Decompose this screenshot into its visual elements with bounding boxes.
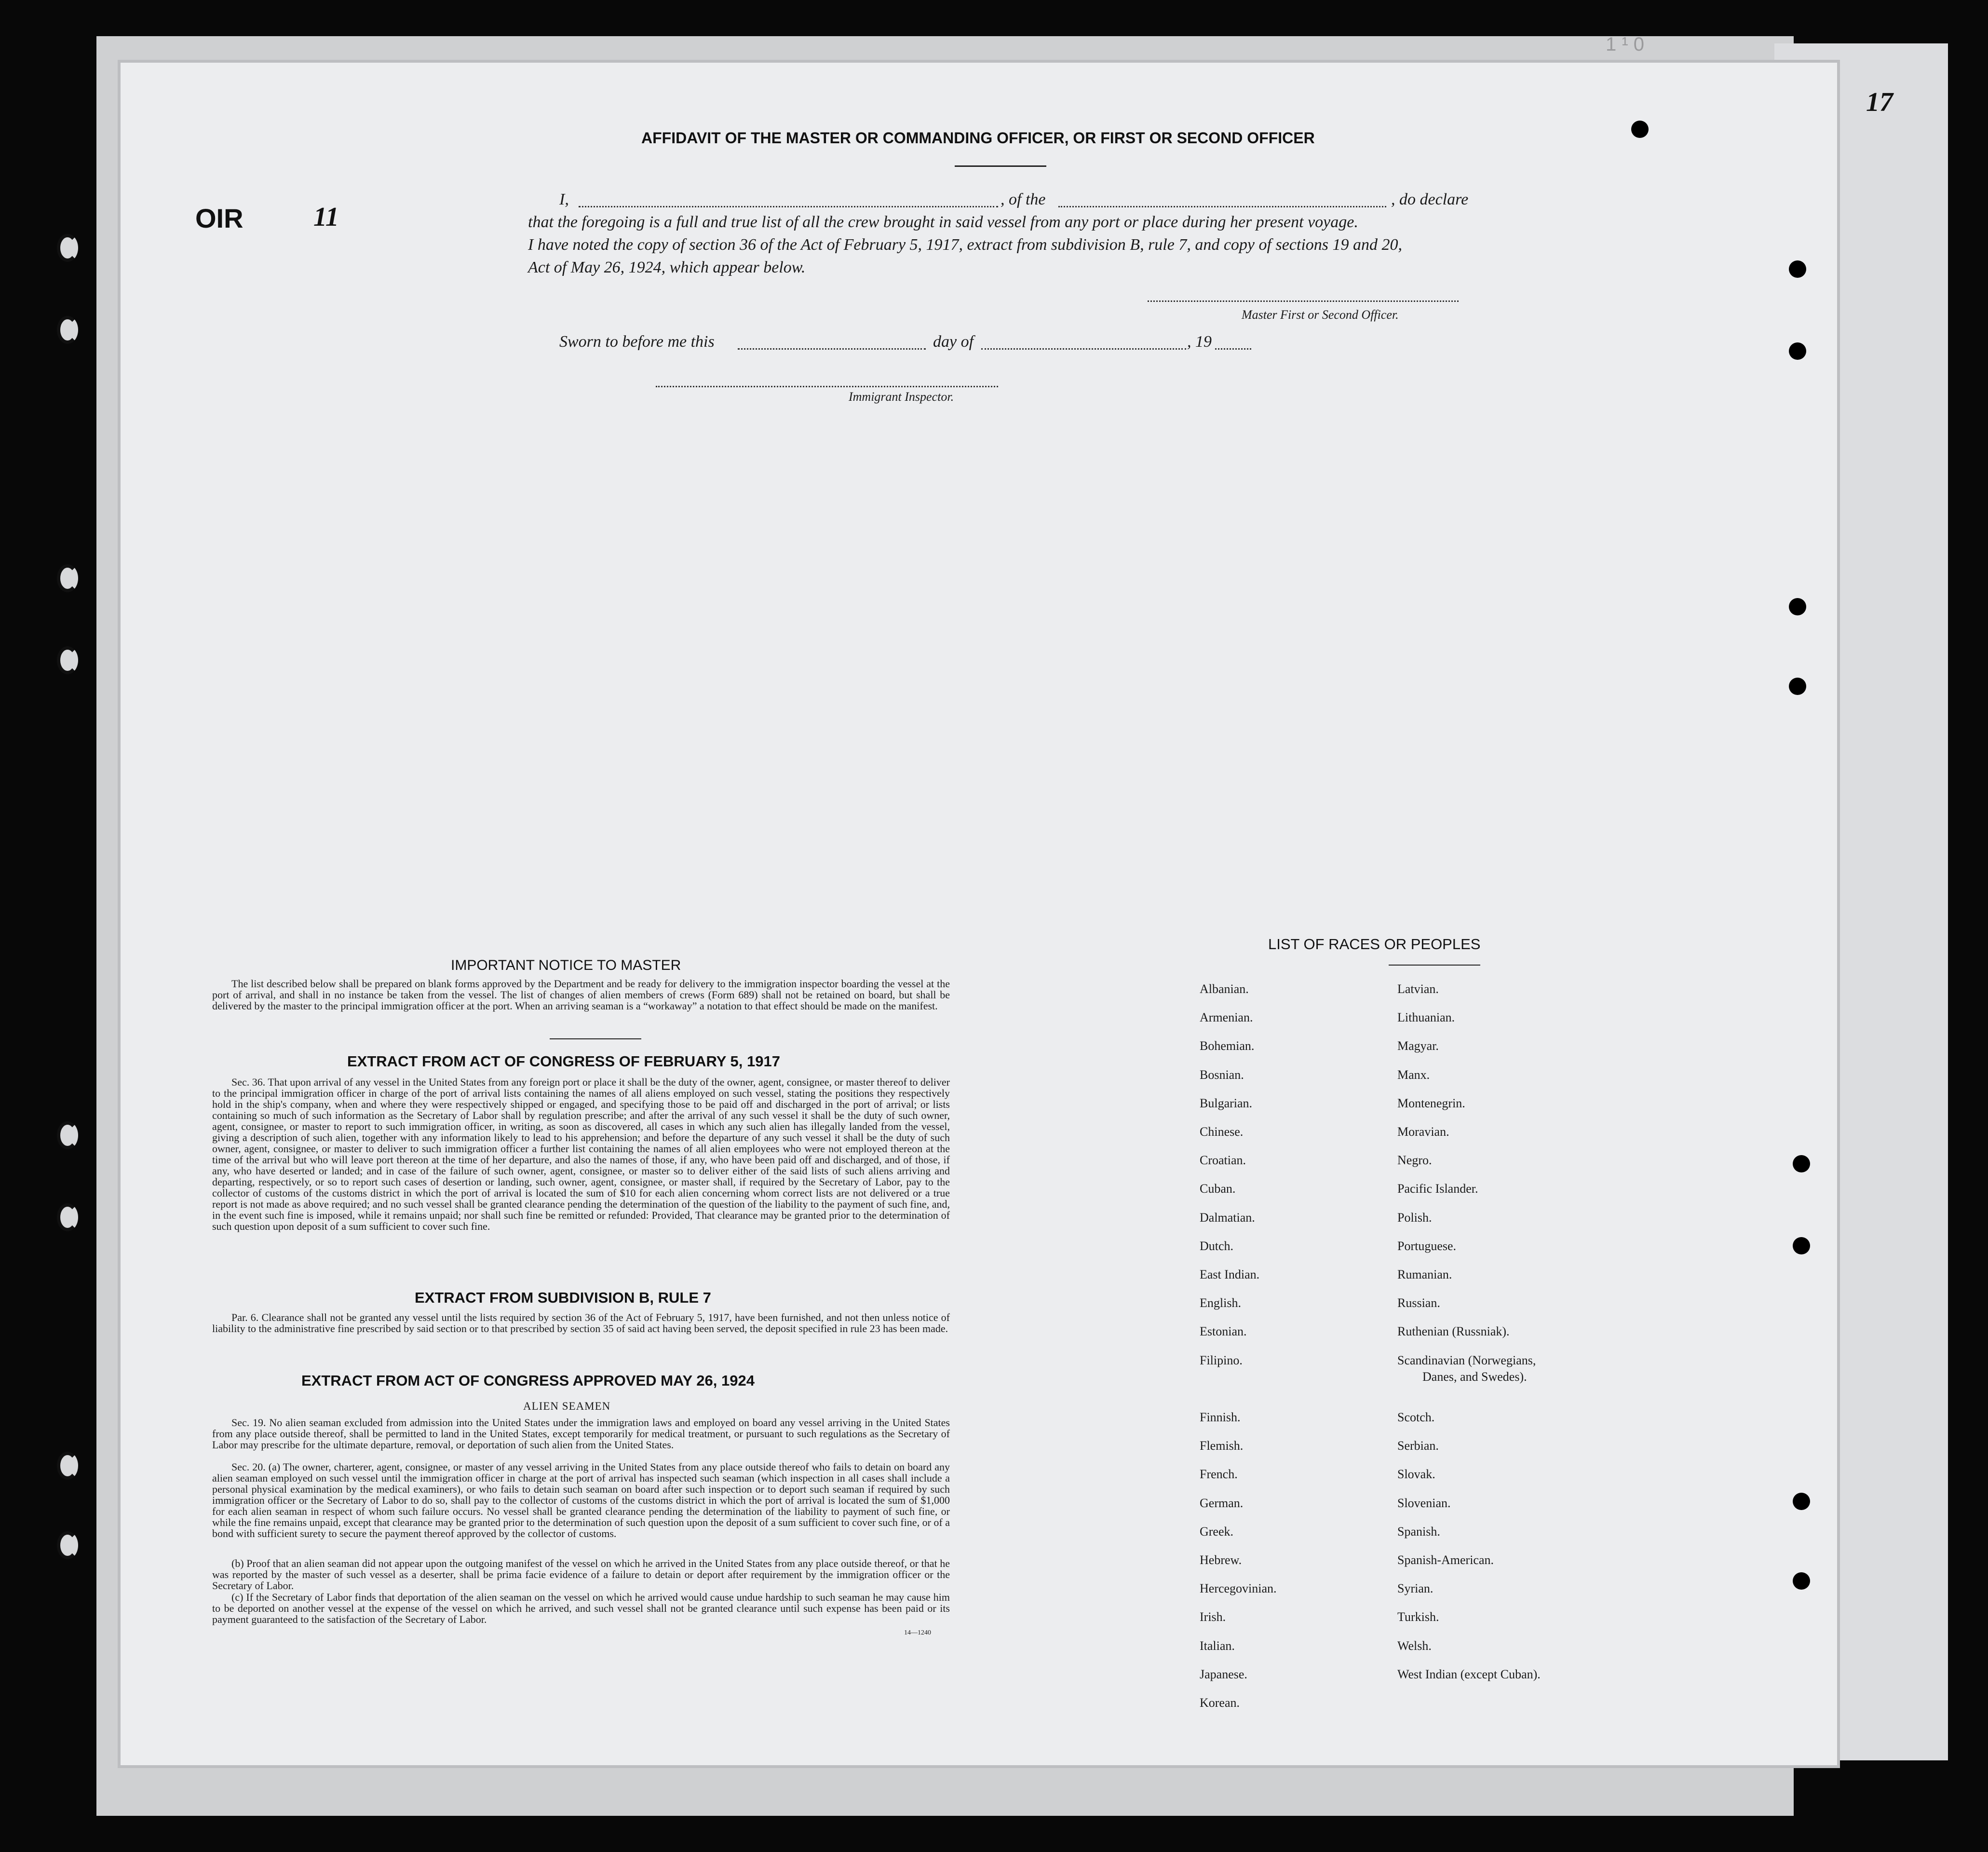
punch-hole-icon bbox=[1789, 598, 1806, 615]
form-number: 14—1240 bbox=[904, 1629, 931, 1636]
margin-mark: OIR bbox=[195, 203, 243, 233]
master-signature-field[interactable] bbox=[1148, 300, 1459, 302]
notice-title: IMPORTANT NOTICE TO MASTER bbox=[451, 957, 681, 973]
race-item: Polish. bbox=[1397, 1210, 1432, 1225]
affidavit-line: that the foregoing is a full and true list of all the crew brought in said vessel from any port or place during her present voyage. bbox=[528, 213, 1358, 231]
race-item: Irish. bbox=[1200, 1610, 1226, 1624]
race-item: Ruthenian (Russniak). bbox=[1397, 1324, 1510, 1339]
divider bbox=[1389, 965, 1480, 966]
race-item: Spanish. bbox=[1397, 1524, 1440, 1539]
race-item: Chinese. bbox=[1200, 1125, 1244, 1139]
race-item: Hebrew. bbox=[1200, 1553, 1242, 1567]
master-signature-label: Master First or Second Officer. bbox=[1242, 308, 1399, 322]
race-item: East Indian. bbox=[1200, 1267, 1260, 1281]
inspector-signature-field[interactable] bbox=[656, 386, 998, 387]
page-number: 17 bbox=[1866, 87, 1893, 117]
race-item: Pacific Islander. bbox=[1397, 1182, 1478, 1196]
punch-hole-icon bbox=[57, 316, 78, 344]
extract-1917-body: Sec. 36. That upon arrival of any vessel in the United States from any foreign port or place it shall be the duty of the owner, agent, consignee, or master thereof to deliver to the principal immigration officer in charge of the port of arrival lists containing the names of all aliens employed on such vessel, stating the positions they respectively hold in the ship's company, when and where they were respectively shipped or engaged, and specifying those to be paid off and discharged in the port of arrival; or lists containing so much of such information as the Secretary of Labor shall by regulation prescribe; and after the arrival of any such vessel it shall be the duty of such owner, agent, consignee, or master to report to such immigration officer, in writing, as soon as discovered, all cases in which any such alien has illegally landed from the vessel, giving a description of such alien, together with any information likely to lead to his apprehension; and before the departure of any such vessel it shall be the duty of such owner, agent, consignee, or master to deliver to such immigration officer a further list containing the names of all alien employees who were not employed thereon at the time of the arrival but who will leave port thereon at the time of her departure, and also the names of those, if any, who have been paid off and discharged, and of those, if any, who have deserted or landed; and in case of the failure of such owner, agent, consignee, or master so to deliver either of the said lists of such aliens arriving and departing, respectively, or so to report such cases of desertion or landing, such owner, agent, consignee, or master shall, if required by the Secretary of Labor, pay to the collector of customs of the customs district in which the port of arrival is located the sum of $10 for each alien concerning whom correct lists are not delivered or a true report is not made as above required; and no such vessel shall be granted clearance pending the determination of the question of the liability to the payment of such fine, and, in the event such fine is imposed, while it remains unpaid; nor shall such fine be remitted or refunded: Provided, That clearance may be granted prior to the determination of such question upon deposit of a sum sufficient to cover such fine. bbox=[212, 1076, 950, 1232]
race-item: Scotch. bbox=[1397, 1410, 1435, 1424]
race-item: Estonian. bbox=[1200, 1324, 1247, 1339]
sworn-day-field[interactable] bbox=[738, 348, 926, 350]
punch-hole-icon bbox=[1789, 342, 1806, 360]
race-item: Rumanian. bbox=[1397, 1267, 1452, 1281]
races-list-title: LIST OF RACES OR PEOPLES bbox=[1268, 936, 1481, 953]
divider bbox=[550, 1038, 641, 1039]
extract-rule7-body: Par. 6. Clearance shall not be granted any vessel until the lists required by section 36 of the Act of February 5, 1917, have been furnished, and not then unless notice of liability to the administrative fine prescribed by said section or to that prescribed by section 35 of said act having been served, the deposit specified in rule 23 has been made. bbox=[212, 1311, 950, 1335]
race-item: Danes, and Swedes). bbox=[1422, 1369, 1527, 1384]
notice-body: The list described below shall be prepared on blank forms approved by the Department and be ready for delivery to the immigration inspector boarding the vessel at the port of arrival, and shall in no instance be taken from the vessel. The list of changes of alien members of crews (Form 689) shall not be retained on board, but shall be delivered by the master to the principal immigration officer at the port. When an arriving seaman is a “workaway” a notation to that effect should be made on the manifest. bbox=[212, 978, 950, 1012]
sworn-year-field[interactable] bbox=[1215, 348, 1251, 350]
race-item: Dutch. bbox=[1200, 1239, 1234, 1253]
year-label: , 19 bbox=[1187, 333, 1212, 351]
extract-1924-title: EXTRACT FROM ACT OF CONGRESS APPROVED MAY 26, 1924 bbox=[301, 1372, 755, 1389]
punch-hole-icon bbox=[57, 1531, 78, 1559]
race-item: Croatian. bbox=[1200, 1153, 1246, 1168]
affidavit-title: AFFIDAVIT OF THE MASTER OR COMMANDING OFFICER, OR FIRST OR SECOND OFFICER bbox=[641, 129, 1315, 147]
punch-hole-icon bbox=[1793, 1572, 1810, 1590]
race-item: Welsh. bbox=[1397, 1638, 1432, 1653]
race-item: Japanese. bbox=[1200, 1667, 1247, 1681]
punch-hole-icon bbox=[1789, 260, 1806, 278]
sworn-month-field[interactable] bbox=[981, 348, 1186, 350]
race-item: Turkish. bbox=[1397, 1610, 1439, 1624]
punch-hole-icon bbox=[1631, 121, 1649, 138]
inspector-signature-label: Immigrant Inspector. bbox=[849, 390, 954, 404]
divider bbox=[955, 165, 1046, 167]
affidavit-line: I have noted the copy of section 36 of the Act of February 5, 1917, extract from subdivision B, rule 7, and copy of sections 19 and 20, bbox=[528, 236, 1403, 254]
race-item: Italian. bbox=[1200, 1638, 1235, 1653]
punch-hole-icon bbox=[57, 1121, 78, 1149]
race-item: Bulgarian. bbox=[1200, 1096, 1253, 1110]
race-item: Magyar. bbox=[1397, 1039, 1439, 1053]
punch-hole-icon bbox=[1793, 1493, 1810, 1510]
punch-hole-icon bbox=[57, 1203, 78, 1231]
race-item: Cuban. bbox=[1200, 1182, 1236, 1196]
race-item: West Indian (except Cuban). bbox=[1397, 1667, 1541, 1681]
race-item: Greek. bbox=[1200, 1524, 1234, 1539]
race-item: Slovak. bbox=[1397, 1467, 1435, 1482]
affidavit-i-label: I, bbox=[559, 191, 569, 208]
section-20c-text: (c) If the Secretary of Labor finds that deportation of the alien seaman on the vessel on which he arrived would cause undue hardship to such seaman he may cause him to be deported on another vessel at the expense of the vessel on which he arrived, and such vessel shall not be granted clearance until such expense has been paid or its payment guaranteed to the satisfaction of the Secretary of Labor. bbox=[212, 1591, 950, 1625]
punch-hole-icon bbox=[57, 1452, 78, 1480]
alien-seamen-subtitle: ALIEN SEAMEN bbox=[523, 1400, 611, 1412]
name-field[interactable] bbox=[579, 206, 998, 207]
race-item: Russian. bbox=[1397, 1296, 1440, 1310]
affidavit-of-the-label: , of the bbox=[1001, 191, 1046, 208]
race-item: German. bbox=[1200, 1496, 1244, 1510]
race-item: Scandinavian (Norwegians, bbox=[1397, 1353, 1536, 1367]
race-item: Flemish. bbox=[1200, 1439, 1244, 1453]
sworn-label: Sworn to before me this bbox=[559, 333, 715, 351]
race-item: Spanish-American. bbox=[1397, 1553, 1494, 1567]
affidavit-line: Act of May 26, 1924, which appear below. bbox=[528, 259, 806, 276]
margin-mark: 11 bbox=[313, 202, 339, 232]
race-item: Bosnian. bbox=[1200, 1067, 1244, 1082]
race-item: Montenegrin. bbox=[1397, 1096, 1465, 1110]
race-item: Manx. bbox=[1397, 1067, 1430, 1082]
race-item: Albanian. bbox=[1200, 982, 1249, 996]
punch-hole-icon bbox=[57, 564, 78, 592]
punch-hole-icon bbox=[1793, 1155, 1810, 1172]
race-item: Moravian. bbox=[1397, 1125, 1449, 1139]
affidavit-declare-label: , do declare bbox=[1391, 191, 1469, 208]
punch-hole-icon bbox=[57, 234, 78, 262]
race-item: Dalmatian. bbox=[1200, 1210, 1255, 1225]
punch-hole-icon bbox=[1789, 678, 1806, 695]
section-19-text: Sec. 19. No alien seaman excluded from admission into the United States under the immigration laws and employed on board any vessel arriving in the United States from any place outside thereof, shall be permitted to land in the United States, except temporarily for medical treatment, or pursuant to such regulations as the Secretary of Labor may prescribe for the ultimate departure, removal, or deportation of such alien from the United States. bbox=[212, 1416, 950, 1451]
race-item: Bohemian. bbox=[1200, 1039, 1255, 1053]
race-item: Serbian. bbox=[1397, 1439, 1439, 1453]
vessel-field[interactable] bbox=[1058, 206, 1386, 207]
race-item: English. bbox=[1200, 1296, 1241, 1310]
race-item: Slovenian. bbox=[1397, 1496, 1451, 1510]
race-item: Korean. bbox=[1200, 1696, 1240, 1710]
race-item: Armenian. bbox=[1200, 1010, 1253, 1025]
race-item: Lithuanian. bbox=[1397, 1010, 1455, 1025]
extract-rule7-title: EXTRACT FROM SUBDIVISION B, RULE 7 bbox=[415, 1289, 711, 1306]
race-item: Syrian. bbox=[1397, 1581, 1434, 1596]
race-item: Hercegovinian. bbox=[1200, 1581, 1277, 1596]
extract-1917-title: EXTRACT FROM ACT OF CONGRESS OF FEBRUARY 5, 1917 bbox=[347, 1053, 780, 1070]
punch-hole-icon bbox=[1793, 1237, 1810, 1254]
race-item: French. bbox=[1200, 1467, 1238, 1482]
bleed-through-text: 1 ¹ 0 bbox=[1606, 34, 1645, 55]
race-item: Finnish. bbox=[1200, 1410, 1241, 1424]
race-item: Negro. bbox=[1397, 1153, 1432, 1168]
race-item: Portuguese. bbox=[1397, 1239, 1457, 1253]
section-20a-text: Sec. 20. (a) The owner, charterer, agent, consignee, or master of any vessel arriving in the United States from any place outside thereof who fails to detain on board any alien seaman employed on such vessel until the immigration officer in charge at the port of arrival has inspected such seaman (which inspection in all cases shall include a personal physical examination by the medical examiners), or who fails to detain such seaman on board after such inspection or to deport such seaman if required by such immigration officer or the Secretary of Labor to do so, shall pay to the collector of customs of the customs district in which the port of arrival is located the sum of $1,000 for each alien seaman in respect of whom such failure occurs. No vessel shall be granted clearance pending the determination of the liability to payment of such fine, or while the fine remains unpaid, except that clearance may be granted prior to the determination of such question upon the deposit of a sum sufficient to cover such fine, or of a bond with sufficient surety to secure the payment thereof approved by the collector of customs. bbox=[212, 1461, 950, 1539]
race-item: Latvian. bbox=[1397, 982, 1439, 996]
punch-hole-icon bbox=[57, 646, 78, 674]
race-item: Filipino. bbox=[1200, 1353, 1243, 1367]
section-20b-text: (b) Proof that an alien seaman did not appear upon the outgoing manifest of the vessel on which he arrived in the United States from any place outside thereof, or that he was reported by the master of such vessel as a deserter, shall be prima facie evidence of a failure to detain or deport after requirement by the immigration officer or the Secretary of Labor. bbox=[212, 1557, 950, 1592]
day-of-label: day of bbox=[933, 333, 974, 351]
